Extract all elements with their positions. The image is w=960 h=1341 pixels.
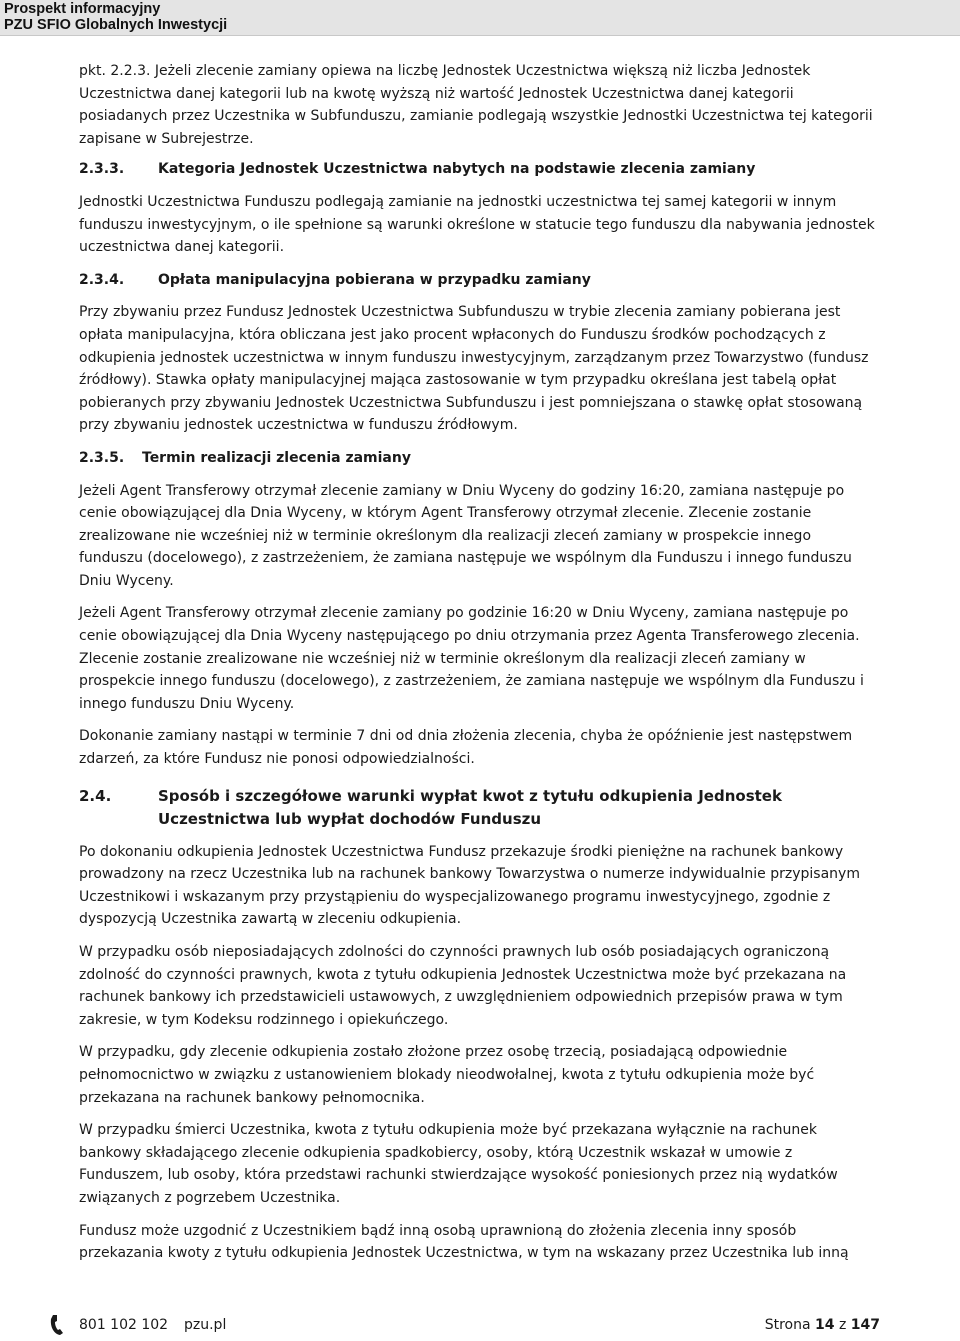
paragraph: Przy zbywaniu przez Fundusz Jednostek Uczestnictwa Subfunduszu w trybie zlecenia zamiany pobierana jest opłata manipulacyjna, która obliczana jest jako procent wpłaconych do Funduszu środków pochodzących z odkupienia jednostek uczestnictwa w innym funduszu inwestycyjnym, zarządzanym przez Towarzystwo (fundusz źródłowy). Stawka opłaty manipulacyjnej mająca zastosowanie w tym przypadku określana jest tabelą opłat pobieranych przy zbywaniu Jednostek Uczestnictwa Subfunduszu i jest pomniejszana o stawkę opłat stosowaną przy zbywaniu jednostek uczestnictwa w funduszu źródłowym.	[79, 304, 869, 434]
header-fund-name: PZU SFIO Globalnych Inwestycji	[4, 17, 228, 33]
paragraph: Po dokonaniu odkupienia Jednostek Uczestnictwa Fundusz przekazuje środki pieniężne na rachunek bankowy prowadzony na rzecz Uczestnika lub na rachunek bankowy Towarzystwa o numerze indywidualnie przypisanym Uczestnikowi i wskazanym przy przystąpieniu do wyspecjalizowanego programu inwestycyjnego, zgodnie z dyspozycją Uczestnika zawartą w zleceniu odkupienia.	[79, 843, 860, 928]
page-number	[765, 1317, 880, 1333]
heading-2-3-3	[79, 158, 879, 181]
paragraph: W przypadku, gdy zlecenie odkupienia zostało złożone przez osobę trzecią, posiadającą odpowiednie pełnomocnictwo w związku z ustanowieniem blokady nieodwołalnej, kwota z tytułu odkupienia może być przekazana na rachunek bankowy pełnomocnika.	[79, 1044, 815, 1106]
heading-number: 2.3.4.	[79, 271, 125, 288]
hotline-number: 801 102 102	[79, 1317, 169, 1333]
document-header	[0, 0, 960, 36]
paragraph: W przypadku osób nieposiadających zdolności do czynności prawnych lub osób posiadających ograniczoną zdolność do czynności prawnych, kwota z tytułu odkupienia Jednostek Uczestnictwa może być przekazana na rachunek bankowy ich przedstawicieli ustawowych, z uwzględnieniem odpowiednich przepisów prawa w tym zakresie, w tym Kodeksu rodzinnego i opiekuńczego.	[79, 944, 847, 1028]
heading-title: Sposób i szczegółowe warunki wypłat kwot z tytułu odkupienia Jednostek Uczestnictwa lub wypłat dochodów Funduszu	[158, 786, 782, 828]
paragraph: Fundusz może uzgodnić z Uczestnikiem bądź inną osobą uprawnioną do złożenia zlecenia inny sposób przekazania kwoty z tytułu odkupienia Jednostek Uczestnictwa, w tym na wskazany przez Uczestnika lub inną	[79, 1222, 849, 1262]
header-title: Prospekt informacyjny	[4, 1, 161, 17]
heading-number: 2.3.5.	[79, 449, 125, 466]
document-footer	[0, 1312, 960, 1341]
heading-number: 2.3.3.	[79, 161, 125, 178]
heading-title: Opłata manipulacyjna pobierana w przypadku zamiany	[158, 271, 591, 288]
page-separator: z	[838, 1317, 847, 1333]
paragraph: Jednostki Uczestnictwa Funduszu podlegają zamianie na jednostki uczestnictwa tej samej kategorii w innym funduszu inwestycyjnym, o ile spełnione są warunki określone w statucie tego funduszu dla nabywania jednostek uczestnictwa danej kategorii.	[79, 193, 875, 256]
paragraph: W przypadku śmierci Uczestnika, kwota z tytułu odkupienia może być przekazana wyłącznie na rachunek bankowy składającego zlecenie odkupienia spadkobiercy, osoby, którą Uczestnik wskazał w umowie z Funduszem, lub osoby, która przedstawi rachunki stwierdzające wysokość poniesionych przez nią wydatków związanych z pogrzebem Uczestnika.	[79, 1122, 838, 1206]
document-body	[79, 60, 879, 1275]
heading-2-3-4	[79, 269, 879, 292]
phone-icon	[49, 1314, 65, 1336]
heading-2-4	[79, 785, 879, 831]
paragraph: Dokonanie zamiany nastąpi w terminie 7 dni od dnia złożenia zlecenia, chyba że opóźnienie jest następstwem zdarzeń, za które Fundusz nie ponosi odpowiedzialności.	[79, 728, 853, 768]
paragraph: Jeżeli Agent Transferowy otrzymał zlecenie zamiany po godzinie 16:20 w Dniu Wyceny, zamiana następuje po cenie obowiązującej dla Dnia Wyceny następującego po dniu otrzymania przez Agenta Transferowego zlecenia. Zlecenie zostanie zrealizowane nie wcześniej niż w terminie określonym dla realizacji zleceń zamiany w prospekcie innego funduszu (docelowego), z zastrzeżeniem, że zamiana następuje we wspólnym dla Funduszu i innego funduszu Dniu Wyceny.	[79, 605, 864, 712]
total-pages: 147	[850, 1317, 880, 1333]
website-link[interactable]: pzu.pl	[184, 1317, 227, 1333]
page-label: Strona	[764, 1317, 811, 1333]
heading-title: Termin realizacji zlecenia zamiany	[142, 449, 411, 466]
intro-paragraph: pkt. 2.2.3. Jeżeli zlecenie zamiany opiewa na liczbę Jednostek Uczestnictwa większą niż liczba Jednostek Uczestnictwa danej kategorii lub na kwotę wyższą niż wartość Jednostek Uczestnictwa danej kategorii posiadanych przez Uczestnika w Subfunduszu, zamianie podlegają wszystkie Jednostki Uczestnictwa tej kategorii zapisane w Subrejestrze.	[79, 63, 873, 147]
paragraph: Jeżeli Agent Transferowy otrzymał zlecenie zamiany w Dniu Wyceny do godziny 16:20, zamiana następuje po cenie obowiązującej dla Dnia Wyceny, w którym Agent Transferowy otrzymał zlecenie. Zlecenie zostanie zrealizowane nie wcześniej niż w terminie określonym dla realizacji zleceń zamiany w prospekcie innego funduszu (docelowego), z zastrzeżeniem, że zamiana następuje we wspólnym dla Funduszu i innego funduszu Dniu Wyceny.	[79, 482, 852, 589]
heading-number: 2.4.	[79, 786, 112, 805]
heading-2-3-5	[79, 447, 879, 470]
heading-title: Kategoria Jednostek Uczestnictwa nabytych na podstawie zlecenia zamiany	[158, 161, 756, 178]
current-page: 14	[815, 1317, 835, 1333]
